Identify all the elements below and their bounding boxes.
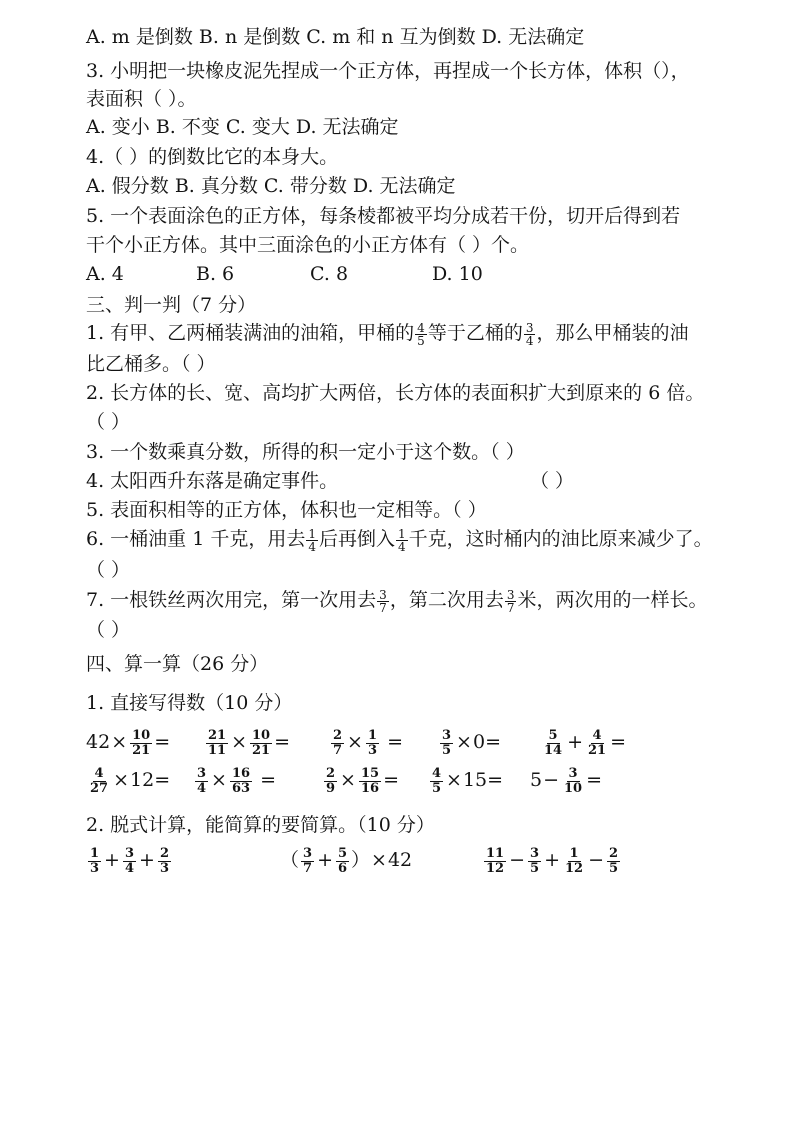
calc-r2-e1: $\frac{4}{27}$ ×12= xyxy=(90,765,171,796)
fraction: $\frac{1}{4}$ xyxy=(398,526,406,554)
calc-r2-e3: $\frac{2}{9}$ × $\frac{15}{16}$ = xyxy=(326,765,399,796)
step-calc-heading: 2. 脱式计算，能简算的要简算。（10 分） xyxy=(86,814,435,836)
calc-r1-e4: $\frac{3}{5}$ ×0= xyxy=(442,727,501,758)
calc-r2-e5: 5− $\frac{3}{10}$ = xyxy=(530,765,603,796)
calc-r1-e3: $\frac{2}{7}$ × $\frac{1}{3}$ = xyxy=(333,727,403,758)
q5-option-c: C. 8 xyxy=(310,263,349,285)
q3-text-line2: 表面积（ ）。 xyxy=(86,88,197,110)
calc-r2-e4: $\frac{4}{5}$ ×15= xyxy=(432,765,504,796)
fraction: $\frac{1}{4}$ xyxy=(308,526,316,554)
q2-options: A. m 是倒数 B. n 是倒数 C. m 和 n 互为倒数 D. 无法确定 xyxy=(86,26,585,48)
judge-q1-line2: 比乙桶多。（ ） xyxy=(86,353,216,375)
calc-r3-e3: $\frac{11}{12}$ − $\frac{3}{5}$ + $\frac{1}{12}$ − $\frac{2}{5}$ xyxy=(486,845,619,876)
calc-r2-e2: $\frac{3}{4}$ × $\frac{16}{63}$ = xyxy=(197,765,277,796)
judge-q5: 5. 表面积相等的正方体，体积也一定相等。（ ） xyxy=(86,499,487,521)
q4-text: 4.（ ）的倒数比它的本身大。 xyxy=(86,146,339,168)
fraction: $\frac{4}{5}$ xyxy=(417,320,425,348)
judge-q2-answer: （ ） xyxy=(86,411,131,433)
q3-text-line1: 3. 小明把一块橡皮泥先捏成一个正方体，再捏成一个长方体，体积（）， xyxy=(86,60,690,82)
judge-q3: 3. 一个数乘真分数，所得的积一定小于这个数。（ ） xyxy=(86,441,525,463)
judge-q1-line1: 1. 有甲、乙两桶装满油的油箱，甲桶的 $\frac{4}{5}$ 等于乙桶的 $\frac{3}{4}$ ，那么甲桶装的油 xyxy=(86,320,689,348)
q5-option-b: B. 6 xyxy=(196,263,235,285)
judge-q4-answer: （ ） xyxy=(530,470,575,492)
judge-q4: 4. 太阳西升东落是确定事件。 xyxy=(86,470,339,492)
judge-q6-answer: （ ） xyxy=(86,559,131,581)
q5-option-d: D. 10 xyxy=(432,263,483,285)
calc-r3-e1: $\frac{1}{3}$ + $\frac{3}{4}$ + $\frac{2}{3}$ xyxy=(90,845,169,876)
judge-q6-line1: 6. 一桶油重 1 千克，用去 $\frac{1}{4}$ 后再倒入 $\frac{1}{4}$ 千克，这时桶内的油比原来减少了。 xyxy=(86,526,713,554)
fraction: $\frac{3}{7}$ xyxy=(506,587,515,615)
fraction: $\frac{3}{4}$ xyxy=(525,320,534,348)
calc-r1-e1: 42× $\frac{10}{21}$ = xyxy=(86,727,171,758)
fraction: $\frac{3}{7}$ xyxy=(379,587,387,615)
judge-q2-line1: 2. 长方体的长、宽、高均扩大两倍，长方体的表面积扩大到原来的 6 倍。 xyxy=(86,382,705,404)
judge-q7-answer: （ ） xyxy=(86,619,131,641)
section3-heading: 三、判一判（7 分） xyxy=(86,294,257,316)
calc-r1-e5: $\frac{5}{14}$ + $\frac{4}{21}$ = xyxy=(544,727,627,758)
q3-options: A. 变小 B. 不变 C. 变大 D. 无法确定 xyxy=(86,116,399,138)
calc-r1-e2: $\frac{21}{11}$ × $\frac{10}{21}$ = xyxy=(208,727,291,758)
section4-heading: 四、算一算（26 分） xyxy=(86,653,269,675)
calc-r3-e2: （ $\frac{3}{7}$ + $\frac{5}{6}$ ）×42 xyxy=(280,845,413,876)
q5-option-a: A. 4 xyxy=(86,263,124,285)
q5-text-line2: 干个小正方体。其中三面涂色的小正方体有（ ）个。 xyxy=(86,234,530,256)
q5-text-line1: 5. 一个表面涂色的正方体，每条棱都被平均分成若干份，切开后得到若 xyxy=(86,205,681,227)
q4-options: A. 假分数 B. 真分数 C. 带分数 D. 无法确定 xyxy=(86,175,456,197)
direct-answer-heading: 1. 直接写得数（10 分） xyxy=(86,692,293,714)
judge-q7-line1: 7. 一根铁丝两次用完，第一次用去 $\frac{3}{7}$ ，第二次用去 $\frac{3}{7}$ 米，两次用的一样长。 xyxy=(86,587,708,615)
